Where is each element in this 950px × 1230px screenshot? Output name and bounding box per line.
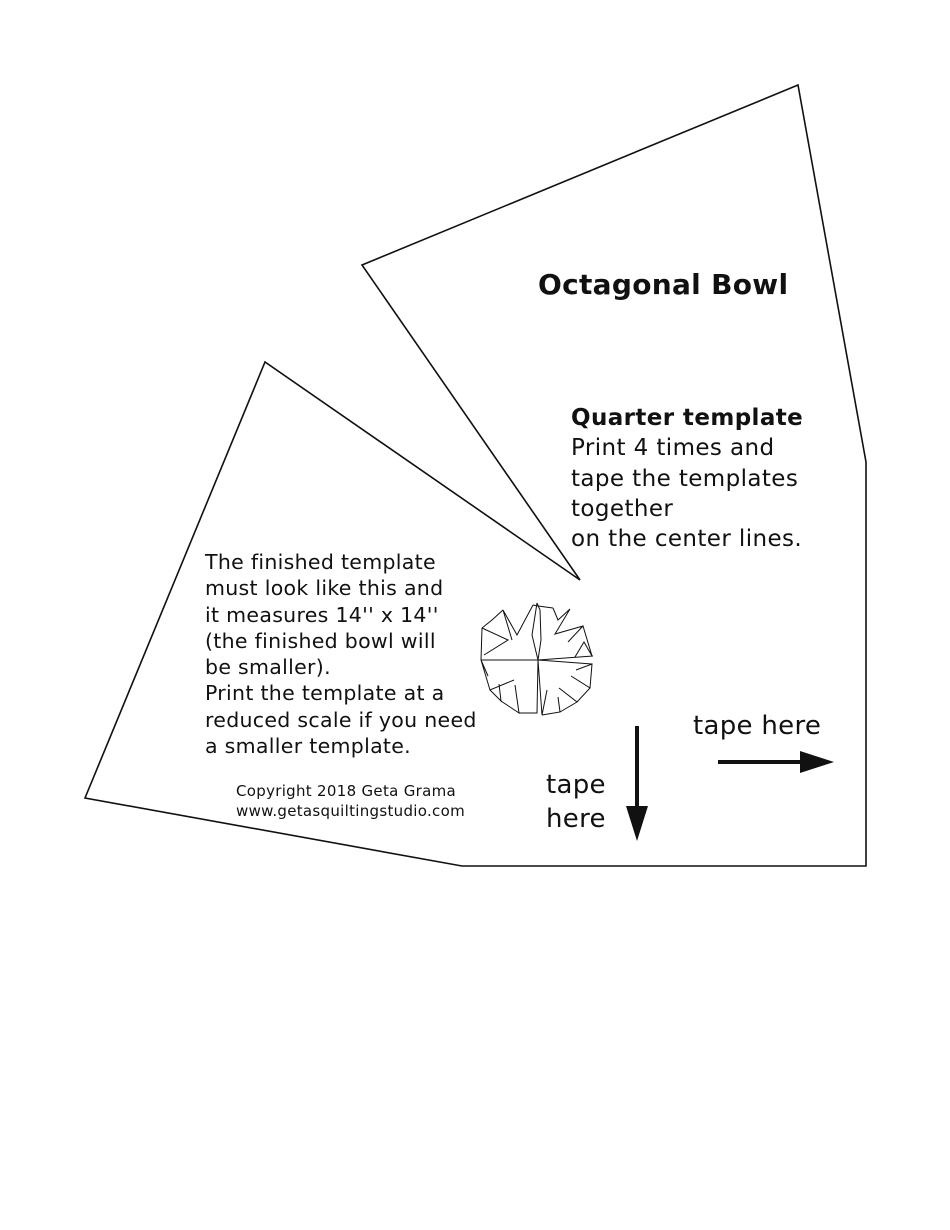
instruction-line: must look like this and [205, 576, 444, 601]
instruction-line: be smaller). [205, 655, 331, 680]
arrow-right-icon [718, 751, 834, 773]
octagonal-bowl-preview-icon [481, 603, 593, 715]
copyright-line: Copyright 2018 Geta Grama [236, 782, 456, 800]
page-title: Octagonal Bowl [538, 268, 789, 301]
instruction-line: reduced scale if you need [205, 707, 477, 732]
copyright-notice [236, 781, 465, 821]
quarter-template-line: tape the templates [571, 465, 799, 492]
instruction-line: Print the template at a [205, 681, 445, 706]
tape-label-line: here [546, 804, 606, 834]
instruction-line: The finished template [205, 550, 436, 574]
instruction-line: it measures 14'' x 14'' [205, 602, 439, 627]
website-line: www.getasquiltingstudio.com [236, 802, 465, 820]
tape-here-right-label: tape here [693, 711, 822, 741]
tape-here-bottom-label [546, 768, 606, 836]
quarter-template-line: on the center lines. [571, 526, 803, 553]
tape-label-line: tape [546, 770, 606, 800]
quarter-template-heading: Quarter template [571, 405, 804, 431]
quarter-template-note [571, 403, 803, 554]
quarter-template-line: Print 4 times and [571, 435, 775, 462]
finished-template-instructions [205, 549, 477, 759]
quarter-template-line: together [571, 495, 674, 522]
instruction-line: (the finished bowl will [205, 628, 436, 653]
arrow-down-icon [626, 726, 648, 841]
instruction-line: a smaller template. [205, 734, 411, 759]
